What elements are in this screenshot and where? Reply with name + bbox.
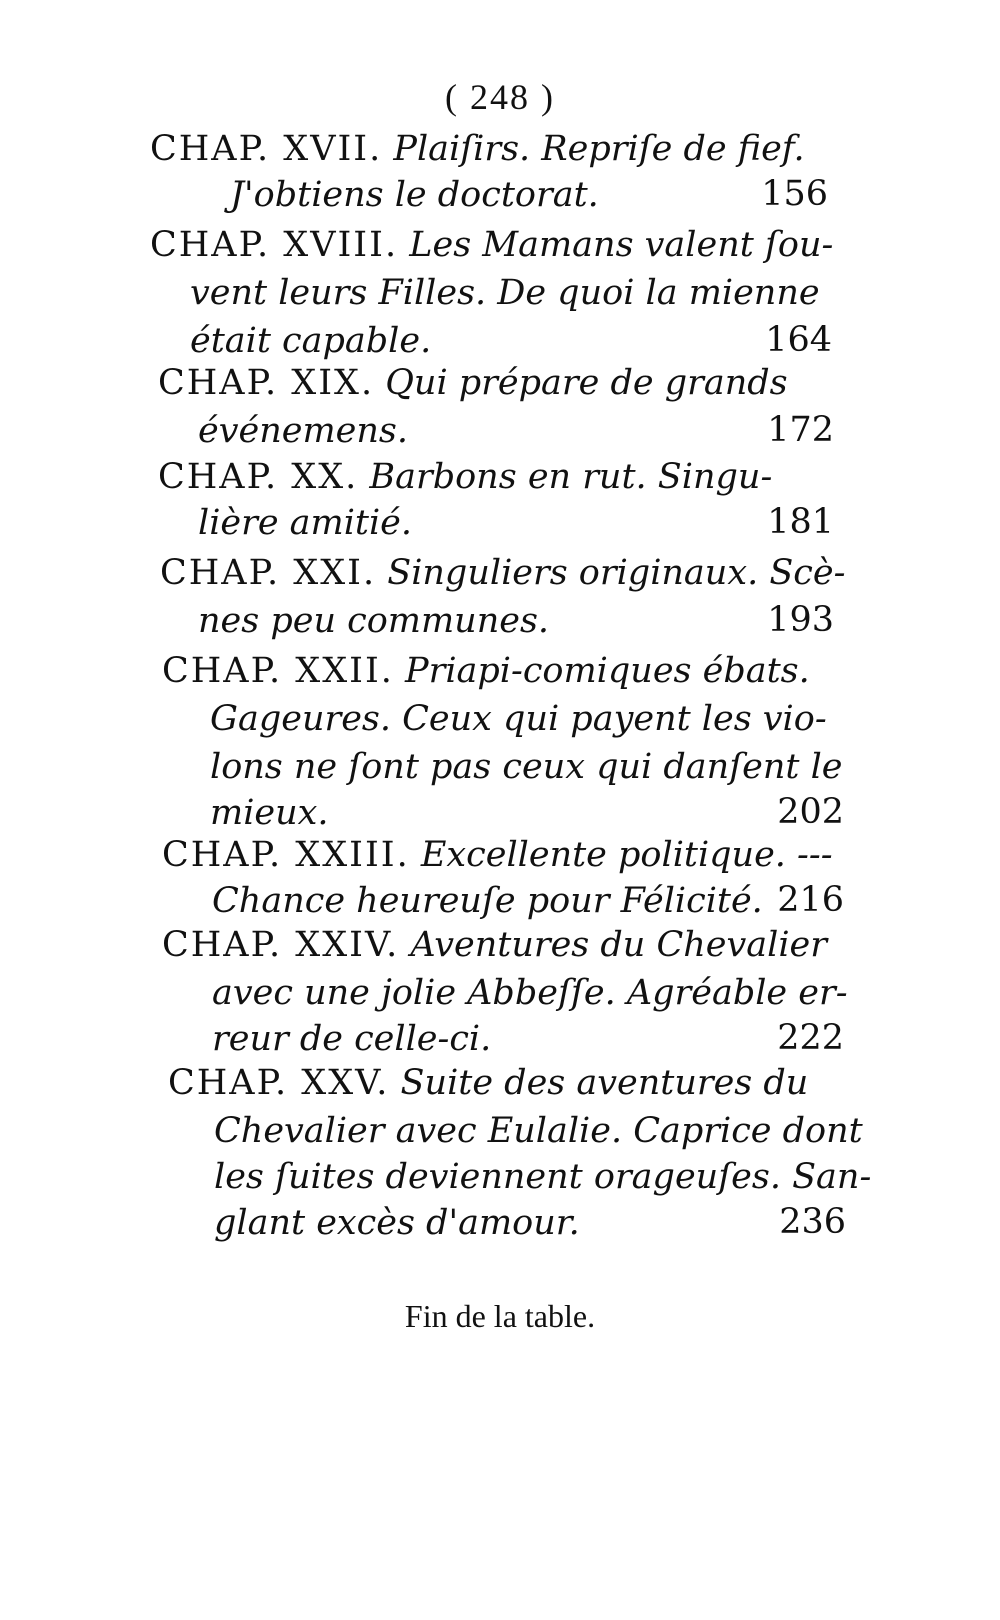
chapter-title-text: J'obtiens le doctorat. bbox=[230, 175, 599, 215]
entry-first-line bbox=[158, 362, 788, 404]
chapter-label: CHAP. XIX. bbox=[158, 363, 375, 403]
entry-first-line bbox=[162, 924, 827, 966]
chapter-title-text: Barbons en rut. Singu- bbox=[369, 457, 773, 497]
chapter-title-text: lons ne ſont pas ceux qui danſent le bbox=[210, 747, 843, 787]
chapter-title-text: Gageures. Ceux qui payent les vio- bbox=[210, 699, 827, 739]
chapter-label: CHAP. XX. bbox=[158, 457, 359, 497]
chapter-label: CHAP. XXIV. bbox=[162, 925, 400, 965]
entry-first-line bbox=[150, 128, 805, 170]
chapter-label: CHAP. XXI. bbox=[160, 553, 377, 593]
chapter-title-text: nes peu communes. bbox=[198, 601, 550, 641]
chapter-title-text: vent leurs Filles. De quoi la mienne bbox=[190, 273, 820, 313]
chapter-title-text: reur de celle-ci. bbox=[212, 1019, 492, 1059]
chapter-title-text: Priapi-comiques ébats. bbox=[405, 651, 810, 691]
page-number: ( 248 ) bbox=[445, 77, 555, 117]
entry-first-line bbox=[158, 456, 772, 498]
chapter-label: CHAP. XXIII. bbox=[162, 835, 410, 875]
chapter-title-text: Chevalier avec Eulalie. Caprice dont bbox=[214, 1111, 863, 1151]
entry-first-line bbox=[168, 1062, 808, 1104]
chapter-title-text: avec une jolie Abbeſſe. Agréable er- bbox=[212, 973, 848, 1013]
chapter-label: CHAP. XVIII. bbox=[150, 225, 399, 265]
chapter-title-text: mieux. bbox=[210, 793, 329, 833]
entry-first-line bbox=[150, 224, 833, 266]
chapter-title-text: Les Mamans valent ſou- bbox=[409, 225, 834, 265]
chapter-page-number: 172 bbox=[767, 410, 834, 450]
chapter-page-number: 156 bbox=[761, 174, 828, 214]
chapter-label: CHAP. XXV. bbox=[168, 1063, 390, 1103]
chapter-label: CHAP. XVII. bbox=[150, 129, 383, 169]
chapter-page-number: 164 bbox=[765, 320, 832, 360]
chapter-title-text: était capable. bbox=[190, 321, 432, 361]
chapter-page-number: 181 bbox=[767, 502, 834, 542]
chapter-title-text: Chance heureuſe pour Félicité. bbox=[212, 881, 763, 921]
chapter-title-text: Excellente politique. --- bbox=[420, 835, 833, 875]
chapter-title-text: glant excès d'amour. bbox=[214, 1203, 580, 1243]
chapter-label: CHAP. XXII. bbox=[162, 651, 394, 691]
chapter-title-text: Qui prépare de grands bbox=[385, 363, 788, 403]
entry-first-line bbox=[162, 650, 810, 692]
chapter-title-text: événemens. bbox=[198, 411, 408, 451]
chapter-page-number: 216 bbox=[777, 880, 844, 920]
chapter-page-number: 222 bbox=[777, 1018, 844, 1058]
chapter-page-number: 202 bbox=[777, 792, 844, 832]
chapter-title-text: lière amitié. bbox=[198, 503, 413, 543]
entry-first-line bbox=[162, 834, 833, 876]
chapter-page-number: 193 bbox=[767, 600, 834, 640]
end-of-table-text: Fin de la table. bbox=[404, 1298, 596, 1334]
chapter-title-text: les ſuites deviennent orageuſes. San- bbox=[214, 1157, 872, 1197]
chapter-title-text: Plaiſirs. Repriſe de fief. bbox=[393, 129, 805, 169]
entry-first-line bbox=[160, 552, 845, 594]
chapter-title-text: Suite des aventures du bbox=[400, 1063, 809, 1103]
chapter-title-text: Singuliers originaux. Scè- bbox=[387, 553, 846, 593]
chapter-page-number: 236 bbox=[779, 1202, 846, 1242]
chapter-title-text: Aventures du Chevalier bbox=[410, 925, 827, 965]
